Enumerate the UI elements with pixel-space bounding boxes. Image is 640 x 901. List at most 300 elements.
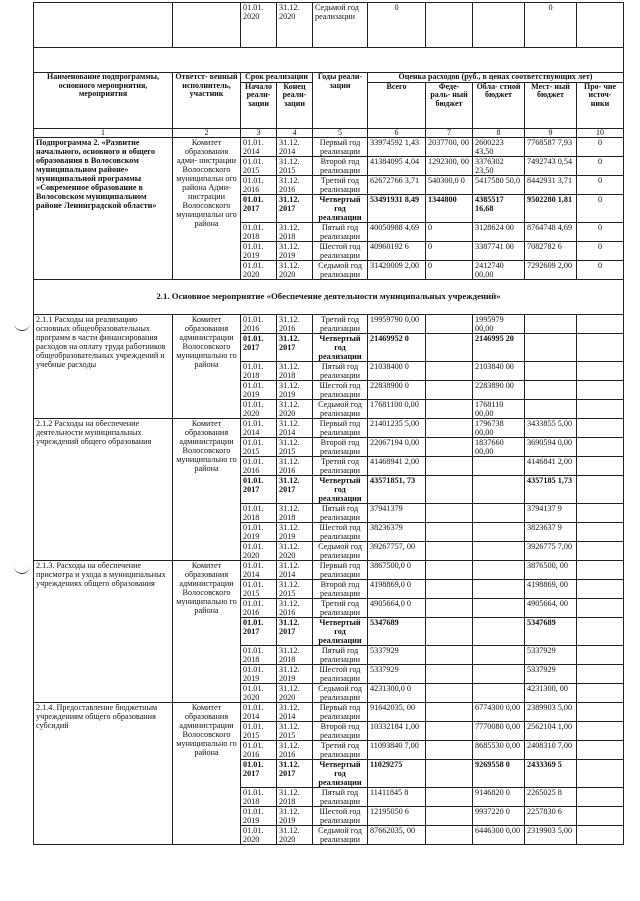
cell-year: Первый год реализации (313, 702, 368, 721)
cell-end: 31.12. 2018 (277, 222, 313, 241)
header-executor: Ответст- венный исполнитель, участник (173, 73, 241, 129)
cell-regional (473, 522, 525, 541)
cell-local: 3690594 0,00 (525, 437, 577, 456)
cell-federal (426, 475, 473, 503)
cell-regional: 8685530 0,00 (473, 740, 525, 759)
cell-local: 3926775 7,00 (525, 541, 577, 560)
cell-year: Четвертый год реализации (313, 475, 368, 503)
cell-other: 0 (577, 194, 624, 222)
cell-local: 5337929 (525, 664, 577, 683)
cell-federal (426, 825, 473, 844)
cell-regional (473, 683, 525, 702)
cell-year: Шестой год реализации (313, 241, 368, 260)
margin-mark (14, 322, 30, 331)
column-numbers-row: 1 2 3 4 5 6 7 8 9 10 (34, 128, 624, 137)
cell-regional: 3128624 00 (473, 222, 525, 241)
cell-start: 01.01. 2016 (241, 740, 277, 759)
header-other: Про- чие источ- ники (577, 82, 624, 128)
cell-start: 01.01. 2015 (241, 579, 277, 598)
cell-other (577, 598, 624, 617)
cell-total: 22067194 0,00 (368, 437, 426, 456)
cell-year: Шестой год реализации (313, 806, 368, 825)
cell-start: 01.01. 2016 (241, 456, 277, 475)
cell-start: 01.01. 2019 (241, 241, 277, 260)
cell-local: 4357185 1,73 (525, 475, 577, 503)
cell-other (577, 314, 624, 333)
cell-regional: 2283890 00 (473, 380, 525, 399)
cell-year: Второй год реализации (313, 437, 368, 456)
cell-local: 2265025 8 (525, 787, 577, 806)
budget-table (33, 2, 624, 845)
cell-start: 01.01. 2017 (241, 475, 277, 503)
header-years: Годы реали- зации (313, 73, 368, 129)
cell-total: 40050988 4,69 (368, 222, 426, 241)
cell-local: 3794137 9 (525, 503, 577, 522)
cell-local: 7082782 6 (525, 241, 577, 260)
cell-start: 01.01. 2019 (241, 380, 277, 399)
cell-year: Третий год реализации (313, 175, 368, 194)
cell-local: 7768587 7,93 (525, 137, 577, 156)
header-local: Мест- ный бюджет (525, 82, 577, 128)
row-name: 2.1.2 Расходы на обеспечение деятельности муниципальных учреждений общего образования (34, 418, 173, 560)
cell-year: Седьмой год реализации (313, 399, 368, 418)
cell-local: 4905664, 00 (525, 598, 577, 617)
cell-regional: 6774300 0,00 (473, 702, 525, 721)
cell-year: Третий год реализации (313, 456, 368, 475)
cell-other (577, 560, 624, 579)
cell-start: 01.01. 2018 (241, 361, 277, 380)
cell-regional: 2146995 20 (473, 333, 525, 361)
cell-total: 11029275 (368, 759, 426, 787)
cell-end: 31.12. 2017 (277, 475, 313, 503)
cell-regional: 9146820 0 (473, 787, 525, 806)
cell-end: 31.12. 2016 (277, 175, 313, 194)
cell-total: 4905664,0 0 (368, 598, 426, 617)
cell-other (577, 683, 624, 702)
row-executor: Комитет образования администрации Волосовского муниципально го района (173, 702, 241, 844)
cell-total: 53491931 8,49 (368, 194, 426, 222)
spacer-row (34, 48, 624, 73)
cell-other (577, 806, 624, 825)
cell-regional: 9269558 0 (473, 759, 525, 787)
cell-end: 31.12. 2015 (277, 579, 313, 598)
cell-year: Пятый год реализации (313, 787, 368, 806)
cell-start: 01.01. 2016 (241, 314, 277, 333)
cell-federal (426, 522, 473, 541)
cell-federal: 540300,0 0 (426, 175, 473, 194)
header-total: Всего (368, 82, 426, 128)
cell-other (577, 541, 624, 560)
cell-start: 01.01. 2020 (241, 260, 277, 279)
cell-other (577, 456, 624, 475)
cell-year: Шестой год реализации (313, 380, 368, 399)
cell-total: 62672766 3,71 (368, 175, 426, 194)
cell-regional (473, 598, 525, 617)
cell-local: 2389903 5,00 (525, 702, 577, 721)
cell-start: 01.01. 2014 (241, 418, 277, 437)
cell-end: 31.12. 2015 (277, 721, 313, 740)
cell-total: 3867500,0 0 (368, 560, 426, 579)
cell-local (525, 361, 577, 380)
cell-federal: 1292300, 00 (426, 156, 473, 175)
cell-total: 12195050 6 (368, 806, 426, 825)
cell-start: 01.01. 2017 (241, 194, 277, 222)
cell-total: 43571851, 73 (368, 475, 426, 503)
cell-total: 4198869,0 0 (368, 579, 426, 598)
cell-local (525, 314, 577, 333)
cell-other (577, 787, 624, 806)
cell-regional: 3376302 23,50 (473, 156, 525, 175)
header-end: Конец реали- зации (277, 82, 313, 128)
table-row (34, 418, 624, 437)
cell-year: Четвертый год реализации (313, 617, 368, 645)
cell-start: 01.01. 2014 (241, 560, 277, 579)
cell-end: 31.12. 2016 (277, 740, 313, 759)
cell-start: 01.01. 2018 (241, 787, 277, 806)
cell-year: Третий год реализации (313, 598, 368, 617)
cell-local: 2257830 6 (525, 806, 577, 825)
cell-other (577, 399, 624, 418)
cell-start: 01.01. 2018 (241, 222, 277, 241)
cell-year: Пятый год реализации (313, 222, 368, 241)
cell-year: Третий год реализации (313, 740, 368, 759)
cell-end: 31.12. 2019 (277, 522, 313, 541)
cell-federal: 0 (426, 260, 473, 279)
cell-regional: 6446300 0,00 (473, 825, 525, 844)
cell-end: 31.12. 2020 (277, 825, 313, 844)
cell-regional (473, 645, 525, 664)
cell-federal (426, 579, 473, 598)
cell-regional: 7770080 0,00 (473, 721, 525, 740)
cell-total: 39267757, 00 (368, 541, 426, 560)
cell-other (577, 475, 624, 503)
cell-regional: 5417580 50,0 (473, 175, 525, 194)
cell-year: Пятый год реализации (313, 503, 368, 522)
cell-local (525, 399, 577, 418)
table-row (34, 137, 624, 156)
cell-end: 31.12. 2017 (277, 759, 313, 787)
section-row (34, 279, 624, 314)
cell-local: 2433369 5 (525, 759, 577, 787)
cell-other (577, 617, 624, 645)
cell-local: 7292609 2,00 (525, 260, 577, 279)
cell-regional: 2103840 00 (473, 361, 525, 380)
cell-end: 31.12. 2014 (277, 418, 313, 437)
cell-end: 31.12. 2019 (277, 806, 313, 825)
cell-federal (426, 702, 473, 721)
cell-end: 31.12. 2014 (277, 702, 313, 721)
cell-start: 01.01. 2017 (241, 759, 277, 787)
cell-year: Первый год реализации (313, 418, 368, 437)
cell-federal: 1344800 (426, 194, 473, 222)
cell-other (577, 664, 624, 683)
cell-start: 01.01. 2015 (241, 437, 277, 456)
cell-start: 01.01. 2020 (241, 825, 277, 844)
cell-regional (473, 560, 525, 579)
cell-regional (473, 503, 525, 522)
cell-start: 01.01. 2020 (241, 541, 277, 560)
cell-total: 5337929 (368, 645, 426, 664)
table-row (34, 314, 624, 333)
cell-federal (426, 380, 473, 399)
cell-year: Пятый год реализации (313, 361, 368, 380)
section-title: 2.1. Основное мероприятие «Обеспечение деятельности муниципальных учреждений» (34, 279, 624, 314)
cell-local (525, 333, 577, 361)
cell-total: 91642035, 00 (368, 702, 426, 721)
cell-local: 3876500, 00 (525, 560, 577, 579)
cell-other (577, 645, 624, 664)
cell-regional: 1796738 00,00 (473, 418, 525, 437)
cell-total: 11093840 7,00 (368, 740, 426, 759)
cell-other: 0 (577, 260, 624, 279)
cell-regional (473, 541, 525, 560)
cell-year: Шестой год реализации (313, 522, 368, 541)
cell-year: Первый год реализации (313, 137, 368, 156)
header-regional: Обла- стной бюджет (473, 82, 525, 128)
row-name: 2.1.1 Расходы на реализацию основных общеобразовательных программ в части финансирования расходов на оплату труда работников общеобразовательных учреждений и учебные расходы (34, 314, 173, 418)
cell-start: 01.01. 2018 (241, 503, 277, 522)
cell-local (525, 380, 577, 399)
cell-regional: 1995979 00,00 (473, 314, 525, 333)
cell-year: Третий год реализации (313, 314, 368, 333)
cell-federal: 0 (426, 241, 473, 260)
cell-end: 31.12. 2017 (277, 194, 313, 222)
cell-start: 01.01. 2019 (241, 664, 277, 683)
cell-year: Четвертый год реализации (313, 194, 368, 222)
cell-federal (426, 361, 473, 380)
cell-total: 5337929 (368, 664, 426, 683)
cell-regional: 2412740 00,00 (473, 260, 525, 279)
margin-mark (14, 565, 30, 574)
header-estimate: Оценка расходов (руб., в ценах соответствующих лет) (368, 73, 624, 83)
cell-total: 22838900 0 (368, 380, 426, 399)
cell-end: 31.12. 2014 (277, 137, 313, 156)
cell-federal: 2037700, 00 (426, 137, 473, 156)
cell-year: Шестой год реализации (313, 664, 368, 683)
header-name: Наименование подпрограммы, основного мероприятия, мероприятия (34, 73, 173, 129)
cell-other: 0 (577, 137, 624, 156)
cell-start: 01.01. 2020 (241, 399, 277, 418)
cell-local: 2408310 7,00 (525, 740, 577, 759)
row-name: Подпрограмма 2. «Развитие начального, основного и общего образования в Волосовском муниципальном районе» муниципальной программы «Современное образование в Волосовском муниципальном районе Ленинградской области» (34, 137, 173, 279)
cell-end: 31.12. 2018 (277, 787, 313, 806)
cell-end: 31.12. 2020 (277, 683, 313, 702)
cell-local: 2319903 5,00 (525, 825, 577, 844)
cell-federal (426, 721, 473, 740)
cell-other: 0 (577, 156, 624, 175)
cell-start: 01.01. 2017 (241, 333, 277, 361)
cell-other: 0 (577, 175, 624, 194)
cell-other (577, 418, 624, 437)
cell-local: 7492743 0,54 (525, 156, 577, 175)
cell-start: 01.01. 2014 (241, 702, 277, 721)
cell-other (577, 740, 624, 759)
cell-year: Седьмой год реализации (313, 825, 368, 844)
cell-federal (426, 759, 473, 787)
cell-total: 41468941 2,00 (368, 456, 426, 475)
cell-regional: 1768110 00,00 (473, 399, 525, 418)
cell-end: 31.12. 2020 (277, 541, 313, 560)
cell-federal (426, 560, 473, 579)
cell-other (577, 825, 624, 844)
cell-year: Второй год реализации (313, 721, 368, 740)
cell-local: 3823637 9 (525, 522, 577, 541)
cell-total: 87662035, 00 (368, 825, 426, 844)
header-period: Срок реализации (241, 73, 313, 83)
cell-other (577, 380, 624, 399)
cell-federal (426, 437, 473, 456)
cell-year: Пятый год реализации (313, 645, 368, 664)
row-name: 2.1.4. Предоставление бюджетным учреждениям общего образования субсидий (34, 702, 173, 844)
cell-other (577, 579, 624, 598)
cell-federal (426, 598, 473, 617)
cell-total: 11411845 8 (368, 787, 426, 806)
table-row (34, 702, 624, 721)
cell-total: 19959790 0,00 (368, 314, 426, 333)
table-row-top: 01.01. 2020 31.12. 2020 Седьмой год реализации 0 0 (34, 3, 624, 48)
cell-federal (426, 333, 473, 361)
cell-total: 21038400 0 (368, 361, 426, 380)
cell-total: 21401235 5,00 (368, 418, 426, 437)
row-executor: Комитет образования адми- нистрации Волосовского муниципальн ого района Адми- нистрации Волосовского муниципальн ого района (173, 137, 241, 279)
row-executor: Комитет образования администрации Волосовского муниципально го района (173, 314, 241, 418)
row-executor: Комитет образования администрации Волосовского муниципально го района (173, 560, 241, 702)
cell-regional: 1837660 00,00 (473, 437, 525, 456)
cell-federal (426, 418, 473, 437)
table-row (34, 560, 624, 579)
cell-other (577, 437, 624, 456)
cell-total: 31420009 2,00 (368, 260, 426, 279)
cell-end: 31.12. 2018 (277, 503, 313, 522)
cell-start: 01.01. 2016 (241, 175, 277, 194)
header-federal: Феде- раль- ный бюджет (426, 82, 473, 128)
cell-end: 31.12. 2018 (277, 645, 313, 664)
header-start: Начало реали- зации (241, 82, 277, 128)
cell-local: 5337929 (525, 645, 577, 664)
cell-federal (426, 806, 473, 825)
cell-total: 40960192 6 (368, 241, 426, 260)
cell-start: 01.01. 2015 (241, 721, 277, 740)
cell-total: 38236379 (368, 522, 426, 541)
cell-year: Второй год реализации (313, 579, 368, 598)
cell-end: 31.12. 2015 (277, 437, 313, 456)
cell-federal (426, 314, 473, 333)
cell-other (577, 522, 624, 541)
cell-other: 0 (577, 222, 624, 241)
cell-local: 4198869, 00 (525, 579, 577, 598)
cell-end: 31.12. 2015 (277, 156, 313, 175)
cell-end: 31.12. 2016 (277, 598, 313, 617)
cell-end: 31.12. 2020 (277, 399, 313, 418)
cell-federal (426, 617, 473, 645)
cell-federal (426, 399, 473, 418)
cell-end: 31.12. 2017 (277, 333, 313, 361)
cell-local: 2562104 1,00 (525, 721, 577, 740)
cell-local: 8764748 4,69 (525, 222, 577, 241)
cell-local: 9502280 1,81 (525, 194, 577, 222)
cell-total: 33974592 1,43 (368, 137, 426, 156)
cell-regional: 3387741 00 (473, 241, 525, 260)
table-header-row-1 (34, 73, 624, 83)
cell-local: 8442931 3,71 (525, 175, 577, 194)
cell-other (577, 702, 624, 721)
cell-total: 37941379 (368, 503, 426, 522)
cell-end: 31.12. 2020 (277, 260, 313, 279)
cell-year: Седьмой год реализации (313, 260, 368, 279)
cell-total: 41384095 4,04 (368, 156, 426, 175)
cell-total: 4231300,0 0 (368, 683, 426, 702)
cell-end: 31.12. 2019 (277, 241, 313, 260)
cell-total: 17681100 0,00 (368, 399, 426, 418)
cell-start: 01.01. 2015 (241, 156, 277, 175)
cell-other (577, 759, 624, 787)
cell-local: 4146841 2,00 (525, 456, 577, 475)
cell-start: 01.01. 2019 (241, 806, 277, 825)
cell-local: 5347689 (525, 617, 577, 645)
cell-start: 01.01. 2019 (241, 522, 277, 541)
cell-local: 3433855 5,00 (525, 418, 577, 437)
cell-regional (473, 617, 525, 645)
row-executor: Комитет образования администрации Волосовского муниципально го района (173, 418, 241, 560)
cell-federal (426, 740, 473, 759)
cell-regional: 2600223 43,50 (473, 137, 525, 156)
cell-end: 31.12. 2019 (277, 664, 313, 683)
cell-federal (426, 664, 473, 683)
cell-federal: 0 (426, 222, 473, 241)
cell-total: 5347689 (368, 617, 426, 645)
cell-federal (426, 541, 473, 560)
cell-year: Седьмой год реализации (313, 541, 368, 560)
cell-other (577, 333, 624, 361)
cell-end: 31.12. 2017 (277, 617, 313, 645)
cell-regional (473, 664, 525, 683)
cell-end: 31.12. 2019 (277, 380, 313, 399)
cell-federal (426, 787, 473, 806)
cell-local: 4231300, 00 (525, 683, 577, 702)
cell-federal (426, 456, 473, 475)
cell-year: Четвертый год реализации (313, 759, 368, 787)
cell-total: 21469952 0 (368, 333, 426, 361)
cell-year: Первый год реализации (313, 560, 368, 579)
cell-federal (426, 503, 473, 522)
cell-start: 01.01. 2014 (241, 137, 277, 156)
cell-federal (426, 645, 473, 664)
cell-year: Второй год реализации (313, 156, 368, 175)
cell-regional (473, 475, 525, 503)
cell-start: 01.01. 2020 (241, 683, 277, 702)
cell-other (577, 361, 624, 380)
cell-regional: 4385517 16,68 (473, 194, 525, 222)
cell-end: 31.12. 2016 (277, 314, 313, 333)
cell-other: 0 (577, 241, 624, 260)
cell-end: 31.12. 2014 (277, 560, 313, 579)
cell-regional: 9937220 0 (473, 806, 525, 825)
cell-year: Седьмой год реализации (313, 683, 368, 702)
cell-regional (473, 579, 525, 598)
cell-start: 01.01. 2017 (241, 617, 277, 645)
cell-total: 10332184 1,00 (368, 721, 426, 740)
cell-year: Четвертый год реализации (313, 333, 368, 361)
cell-start: 01.01. 2016 (241, 598, 277, 617)
cell-end: 31.12. 2018 (277, 361, 313, 380)
row-name: 2.1.3. Расходы на обеспечение присмотра и ухода в муниципальных учреждениях общего образования (34, 560, 173, 702)
cell-other (577, 503, 624, 522)
cell-regional (473, 456, 525, 475)
cell-start: 01.01. 2018 (241, 645, 277, 664)
cell-end: 31.12. 2016 (277, 456, 313, 475)
cell-federal (426, 683, 473, 702)
cell-other (577, 721, 624, 740)
